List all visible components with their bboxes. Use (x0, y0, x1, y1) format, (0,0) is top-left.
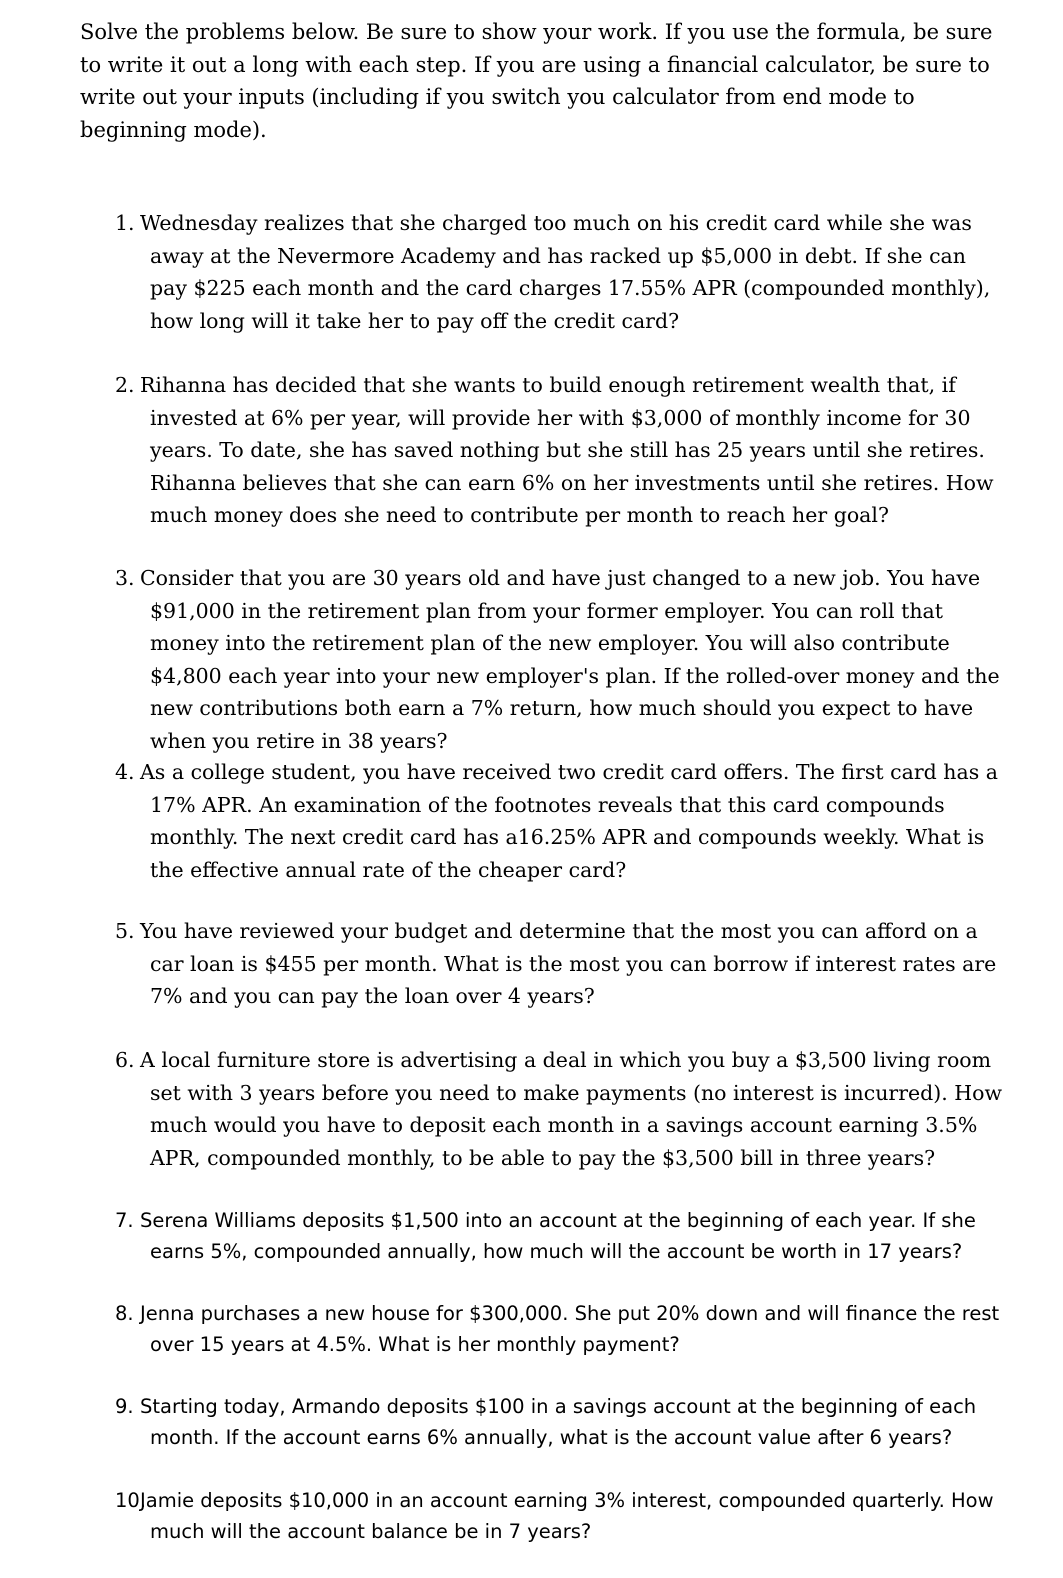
problem-item (115, 369, 1005, 532)
problem-item (115, 1391, 1005, 1453)
problem-item (115, 1485, 1005, 1547)
problem-text: Consider that you are 30 years old and have just changed to a new job. You have $91,000 in the retirement plan from your former employer. You can roll that money into the retirement plan of the new employer. You will also contribute $4,800 each year into your new employer's plan. If the rolled-over money and the new contributions both earn a 7% return, how much should you expect to have when you retire in 38 years? (140, 566, 1000, 753)
problem-number: 4. (115, 760, 135, 784)
problem-text: Jenna purchases a new house for $300,000. She put 20% down and will finance the rest over 15 years at 4.5%. What is her monthly payment? (140, 1302, 1000, 1356)
problem-item (115, 1044, 1005, 1174)
problem-text: Starting today, Armando deposits $100 in a savings account at the beginning of each month. If the account earns 6% annually, what is the account value after 6 years? (140, 1395, 977, 1449)
problem-text: Serena Williams deposits $1,500 into an account at the beginning of each year. If she earns 5%, compounded annually, how much will the account be worth in 17 years? (140, 1209, 976, 1263)
problem-number: 6. (115, 1048, 135, 1072)
problem-item (115, 1298, 1005, 1360)
problem-item (115, 756, 1005, 886)
problem-number: 3. (115, 566, 135, 590)
problem-text: Rihanna has decided that she wants to build enough retirement wealth that, if invested at 6% per year, will provide her with $3,000 of monthly income for 30 years. To date, she has saved nothing but she still has 25 years until she retires. Rihanna believes that she can earn 6% on her investments until she retires. How much money does she need to contribute per month to reach her goal? (140, 373, 994, 527)
problem-number: 2. (115, 373, 135, 397)
problem-number: 10. (115, 1489, 147, 1512)
problem-text: As a college student, you have received two credit card offers. The first card has a 17% APR. An examination of the footnotes reveals that this card compounds monthly. The next credit card has a16.25% APR and compounds weekly. What is the effective annual rate of the cheaper card? (140, 760, 998, 882)
problem-number: 7. (115, 1209, 134, 1232)
problem-number: 5. (115, 919, 135, 943)
instructions-paragraph: Solve the problems below. Be sure to show your work. If you use the formula, be sure to write it out a long with each step. If you are using a financial calculator, be sure to write out your inputs (including if you switch you calculator from end mode to beginning mode). (80, 20, 993, 142)
problem-number: 9. (115, 1395, 134, 1418)
problem-text: You have reviewed your budget and determine that the most you can afford on a car loan is $455 per month. What is the most you can borrow if interest rates are 7% and you can pay the loan over 4 years? (140, 919, 997, 1008)
problem-number: 1. (115, 211, 135, 235)
problem-text: A local furniture store is advertising a deal in which you buy a $3,500 living room set with 3 years before you need to make payments (no interest is incurred). How much would you have to deposit each month in a savings account earning 3.5% APR, compounded monthly, to be able to pay the $3,500 bill in three years? (140, 1048, 1003, 1170)
problem-text: Wednesday realizes that she charged too much on his credit card while she was away at the Nevermore Academy and has racked up $5,000 in debt. If she can pay $225 each month and the card charges 17.55% APR (compounded monthly), how long will it take her to pay off the credit card? (140, 211, 991, 333)
problem-item (115, 207, 1005, 337)
problem-number: 8. (115, 1302, 134, 1325)
problem-item (115, 915, 1005, 1013)
problem-item (115, 562, 1005, 757)
problem-item (115, 1205, 1005, 1267)
problem-text: Jamie deposits $10,000 in an account earning 3% interest, compounded quarterly. How much will the account balance be in 7 years? (140, 1489, 994, 1543)
